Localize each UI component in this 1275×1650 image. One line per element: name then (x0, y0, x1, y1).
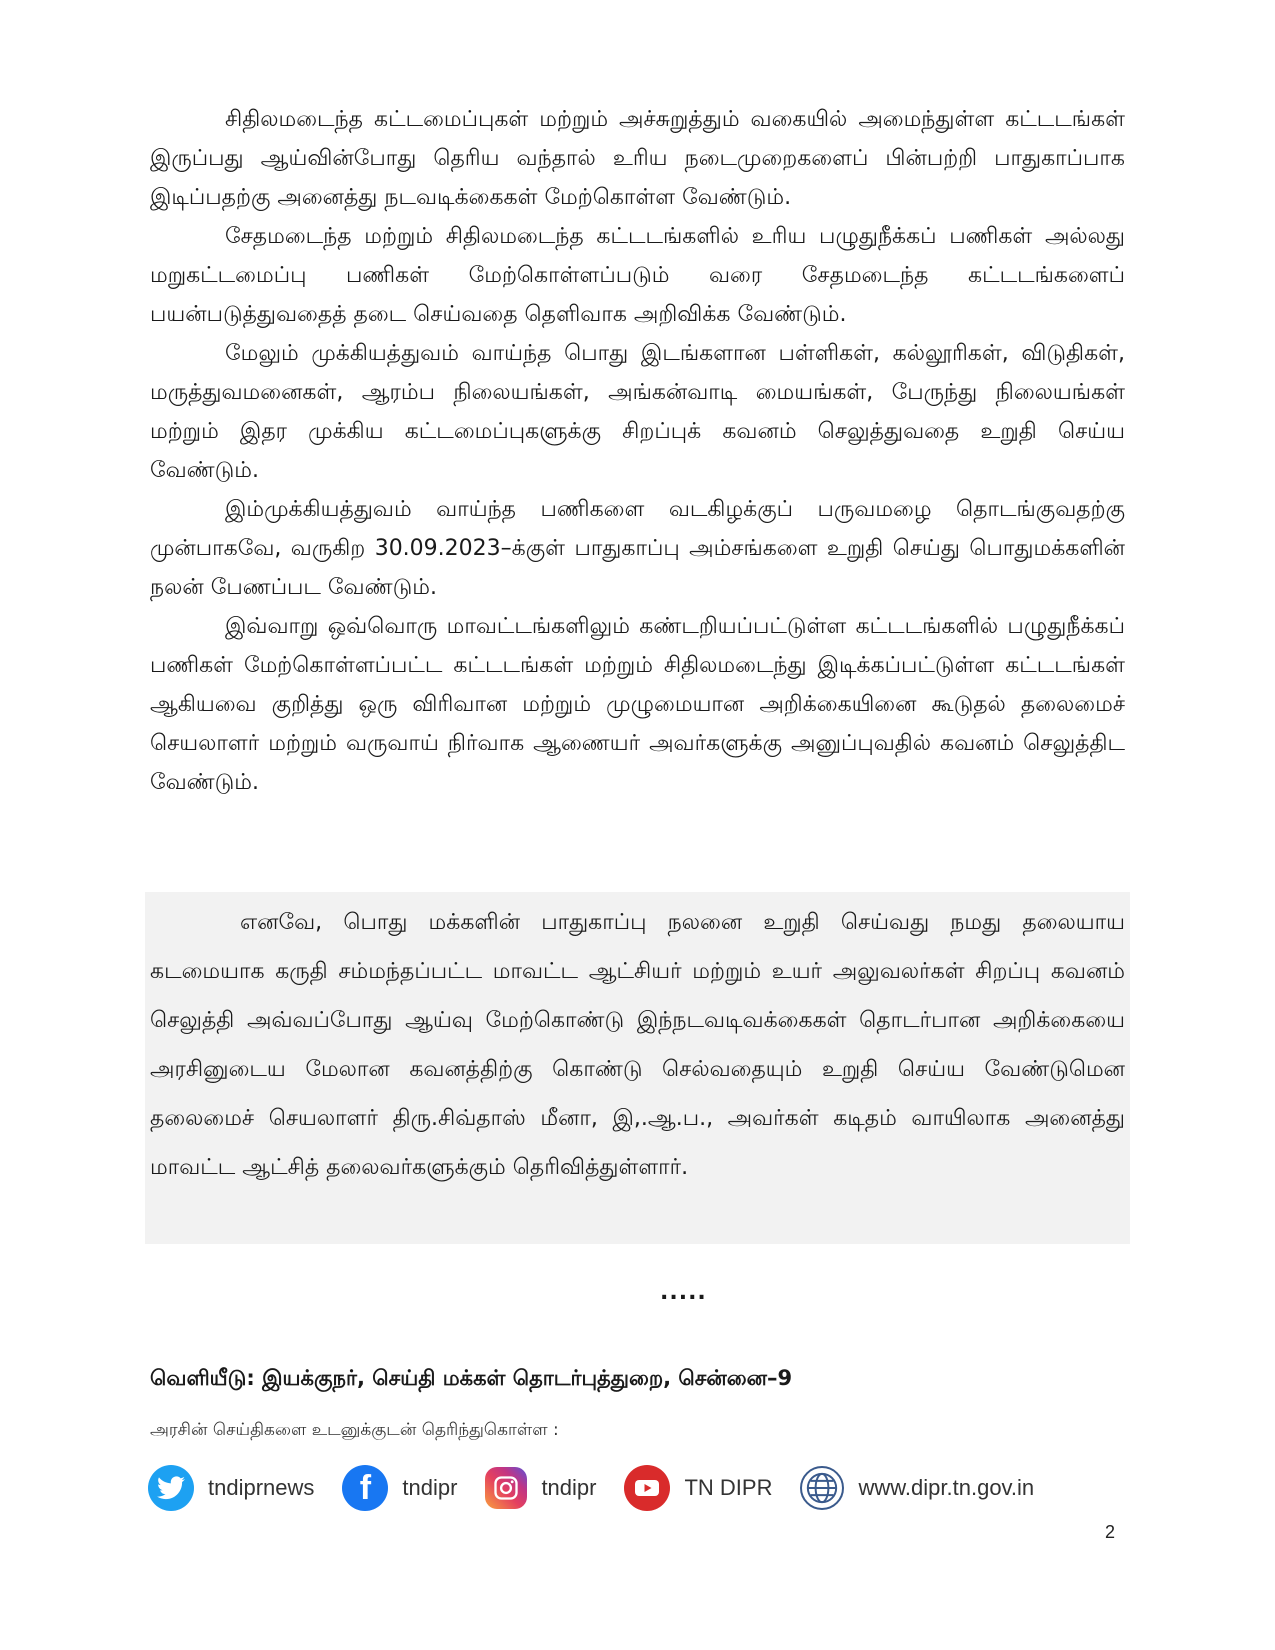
paragraph-1: சிதிலமடைந்த கட்டமைப்புகள் மற்றும் அச்சுறுத்தும் வகையில் அமைந்துள்ள கட்டடங்கள் இருப்பது ஆய்வின்போது தெரிய வந்தால் உரிய நடைமுறைகளைப் பின்பற்றி பாதுகாப்பாக இடிப்பதற்கு அனைத்து நடவடிக்கைகள் மேற்கொள்ள வேண்டும். (150, 107, 1125, 210)
youtube-icon (624, 1465, 670, 1511)
social-youtube[interactable] (624, 1465, 772, 1511)
youtube-label: TN DIPR (684, 1475, 773, 1500)
social-facebook[interactable] (342, 1465, 457, 1511)
paragraph-5: இவ்வாறு ஒவ்வொரு மாவட்டங்களிலும் கண்டறியப்பட்டுள்ள கட்டடங்களில் பழுதுநீக்கப் பணிகள் மேற்கொள்ளப்பட்ட கட்டடங்கள் மற்றும் சிதிலமடைந்து இடிக்கப்பட்டுள்ள கட்டடங்கள் ஆகியவை குறித்து ஒரு விரிவான மற்றும் முழுமையான அறிக்கையினை கூடுதல் தலைமைச் செயலாளர் மற்றும் வருவாய் நிர்வாக ஆணையர் அவர்களுக்கு அனுப்புவதில் கவனம் செலுத்திட வேண்டும். (150, 614, 1125, 795)
shaded-paragraph-box (145, 892, 1130, 1244)
facebook-label: tndipr (402, 1475, 458, 1500)
social-website[interactable] (800, 1466, 1034, 1510)
paragraph-3: மேலும் முக்கியத்துவம் வாய்ந்த பொது இடங்களான பள்ளிகள், கல்லூரிகள், விடுதிகள், மருத்துவமனைகள், ஆரம்ப நிலையங்கள், அங்கன்வாடி மையங்கள், பேருந்து நிலையங்கள் மற்றும் இதர முக்கிய கட்டமைப்புகளுக்கு சிறப்புக் கவனம் செலுத்துவதை உறுதி செய்ய வேண்டும். (150, 341, 1125, 483)
social-links (148, 1462, 1062, 1514)
follow-text: அரசின் செய்திகளை உடனுக்குடன் தெரிந்துகொள்ள : (150, 1420, 559, 1440)
instagram-icon (485, 1467, 527, 1509)
twitter-icon (148, 1465, 194, 1511)
social-twitter[interactable] (148, 1465, 314, 1511)
release-line: வெளியீடு: இயக்குநர், செய்தி மக்கள் தொடர்புத்துறை, சென்னை–9 (150, 1366, 793, 1390)
website-label: www.dipr.tn.gov.in (858, 1475, 1035, 1500)
paragraph-4: இம்முக்கியத்துவம் வாய்ந்த பணிகளை வடகிழக்குப் பருவமழை தொடங்குவதற்கு முன்பாகவே, வருகிற 30.09.2023–க்குள் பாதுகாப்பு அம்சங்களை உறுதி செய்து பொதுமக்களின் நலன் பேணப்பட வேண்டும். (150, 497, 1125, 600)
instagram-label: tndipr (541, 1475, 597, 1500)
end-marker: ..... (660, 1280, 707, 1305)
body-text (150, 100, 1125, 802)
shaded-paragraph: எனவே, பொது மக்களின் பாதுகாப்பு நலனை உறுதி செய்வது நமது தலையாய கடமையாக கருதி சம்மந்தப்பட்ட மாவட்ட ஆட்சியர் மற்றும் உயர் அலுவலர்கள் சிறப்பு கவனம் செலுத்தி அவ்வப்போது ஆய்வு மேற்கொண்டு இந்நடவடிவக்கைகள் தொடர்பான அறிக்கையை அரசினுடைய மேலான கவனத்திற்கு கொண்டு செல்வதையும் உறுதி செய்ய வேண்டுமென தலைமைச் செயலாளர் திரு.சிவ்தாஸ் மீனா, இ,.ஆ.ப., அவர்கள் கடிதம் வாயிலாக அனைத்து மாவட்ட ஆட்சித் தலைவர்களுக்கும் தெரிவித்துள்ளார். (150, 910, 1125, 1180)
globe-icon (800, 1466, 844, 1510)
facebook-icon: f (342, 1465, 388, 1511)
paragraph-2: சேதமடைந்த மற்றும் சிதிலமடைந்த கட்டடங்களில் உரிய பழுதுநீக்கப் பணிகள் அல்லது மறுகட்டமைப்பு பணிகள் மேற்கொள்ளப்படும் வரை சேதமடைந்த கட்டடங்களைப் பயன்படுத்துவதைத் தடை செய்வதை தெளிவாக அறிவிக்க வேண்டும். (150, 224, 1125, 327)
social-instagram[interactable] (485, 1467, 596, 1509)
page-number: 2 (1105, 1522, 1116, 1542)
twitter-label: tndiprnews (208, 1475, 315, 1500)
